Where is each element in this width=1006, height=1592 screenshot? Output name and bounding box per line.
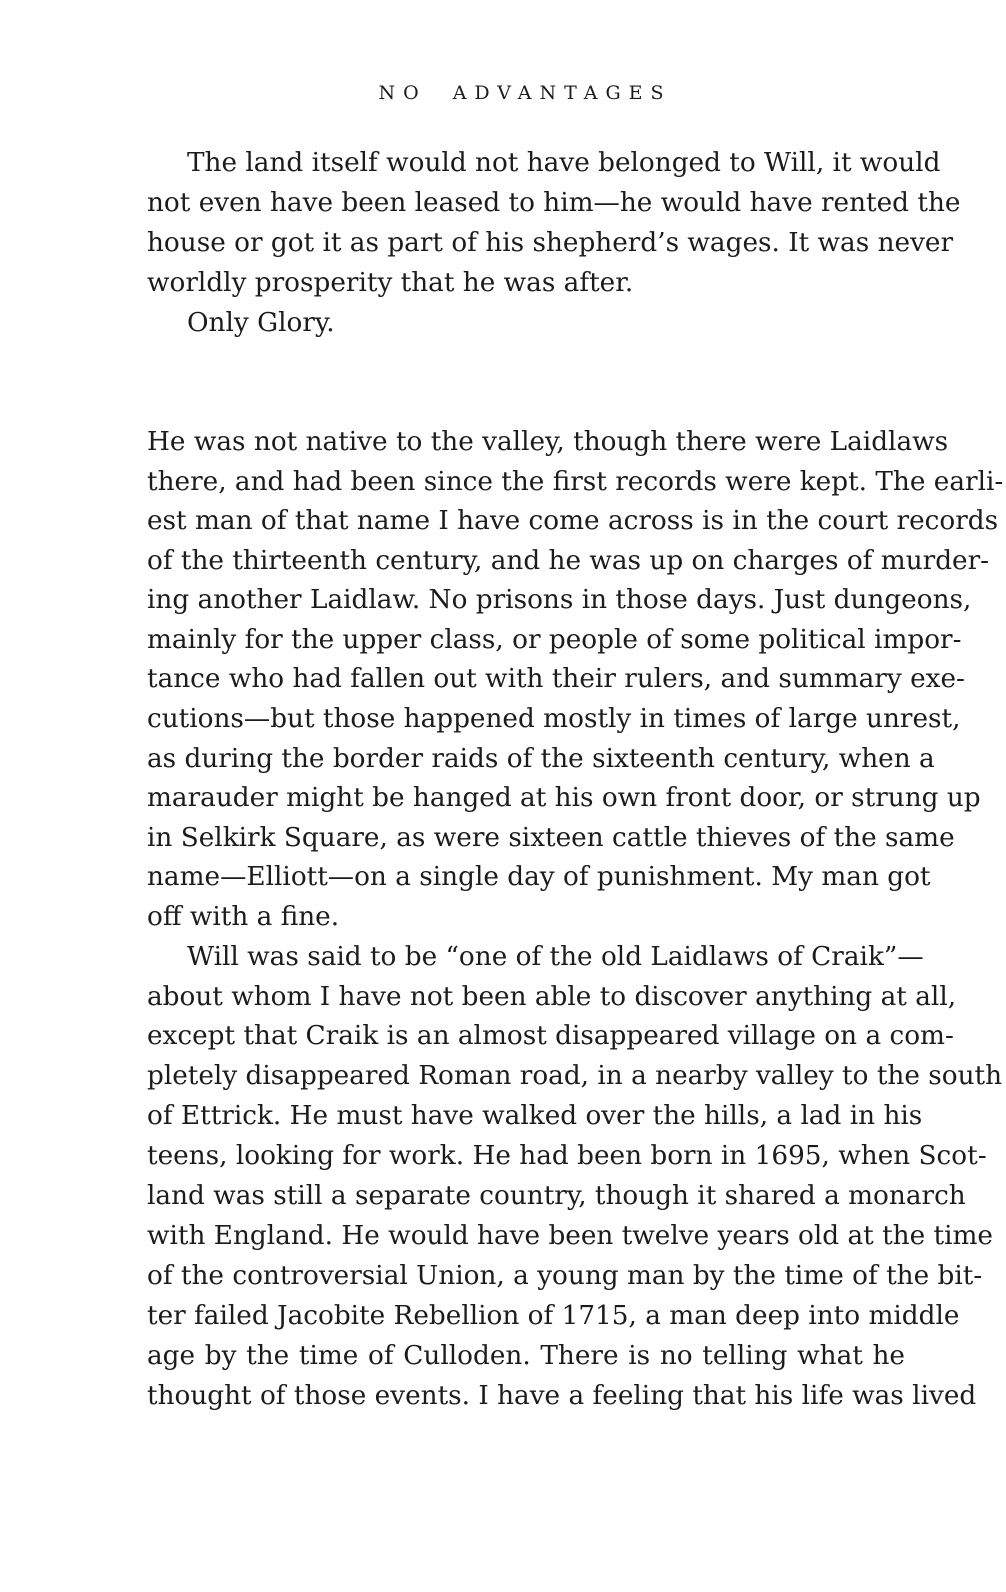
running-head-word-1: NO [378, 82, 427, 104]
body-text-line: pletely disappeared Roman road, in a nearby valley to the south [147, 1061, 1003, 1091]
body-text-line: of Ettrick. He must have walked over the hills, a lad in his [147, 1101, 923, 1131]
body-text-line: off with a fine. [147, 902, 340, 932]
body-text-line: age by the time of Culloden. There is no telling what he [147, 1341, 905, 1371]
body-text-line: The land itself would not have belonged to Will, it would [187, 148, 941, 178]
running-head [0, 84, 1006, 103]
body-text-line: as during the border raids of the sixteenth century, when a [147, 744, 935, 774]
body-text-line: not even have been leased to him—he would have rented the [147, 188, 961, 218]
body-text-line: ing another Laidlaw. No prisons in those days. Just dungeons, [147, 585, 972, 615]
body-text-line: land was still a separate country, though it shared a monarch [147, 1181, 966, 1211]
running-head-word-2: ADVANTAGES [452, 82, 672, 104]
body-text-line: cutions—but those happened mostly in times of large unrest, [147, 704, 961, 734]
body-text-line: with England. He would have been twelve years old at the time [147, 1221, 993, 1251]
body-text-line: He was not native to the valley, though there were Laidlaws [147, 427, 949, 457]
body-text-line: there, and had been since the first records were kept. The earli- [147, 467, 1004, 497]
body-text-line: Only Glory. [187, 308, 335, 338]
body-text-line: house or got it as part of his shepherd’s wages. It was never [147, 228, 954, 258]
body-text-line: about whom I have not been able to discover anything at all, [147, 982, 957, 1012]
body-text-line: est man of that name I have come across is in the court records [147, 506, 999, 536]
body-text-line: worldly prosperity that he was after. [147, 268, 634, 298]
body-text-line: of the thirteenth century, and he was up on charges of murder- [147, 546, 990, 576]
body-text-line: in Selkirk Square, as were sixteen cattle thieves of the same [147, 823, 955, 853]
body-text-line: name—Elliott—on a single day of punishment. My man got [147, 862, 931, 892]
body-text-line: of the controversial Union, a young man by the time of the bit- [147, 1261, 983, 1291]
body-text-line: teens, looking for work. He had been born in 1695, when Scot- [147, 1141, 987, 1171]
body-text-line: marauder might be hanged at his own front door, or strung up [147, 783, 981, 813]
body-text-line: tance who had fallen out with their rulers, and summary exe- [147, 664, 965, 694]
body-text-line: thought of those events. I have a feeling that his life was lived [147, 1381, 977, 1411]
body-text-line: ter failed Jacobite Rebellion of 1715, a man deep into middle [147, 1301, 960, 1331]
body-text-line: except that Craik is an almost disappeared village on a com- [147, 1021, 954, 1051]
body-text-line: mainly for the upper class, or people of some political impor- [147, 625, 962, 655]
body-text-line: Will was said to be “one of the old Laidlaws of Craik”— [187, 942, 924, 972]
